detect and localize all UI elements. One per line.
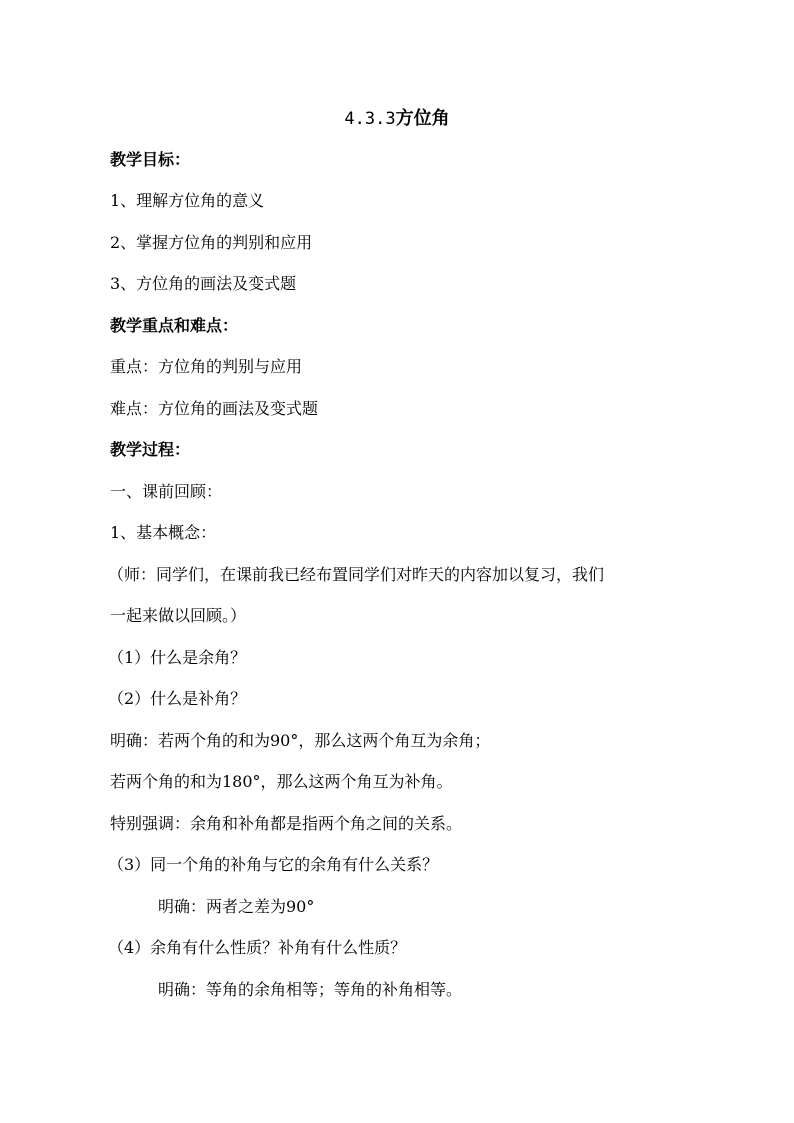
objective-item-2: 2、掌握方位角的判别和应用 bbox=[110, 233, 313, 252]
section-review: 一、课前回顾： bbox=[110, 482, 223, 501]
heading-key-difficult-points: 教学重点和难点： bbox=[110, 316, 239, 335]
question-3: （3）同一个角的补角与它的余角有什么关系？ bbox=[108, 855, 439, 874]
title-text: 方位角 bbox=[395, 108, 450, 129]
subsection-basic-concepts: 1、基本概念： bbox=[110, 523, 217, 542]
question-4: （4）余角有什么性质？补角有什么性质？ bbox=[108, 938, 407, 957]
title-number: 4.3.3 bbox=[344, 109, 396, 129]
question-1: （1）什么是余角？ bbox=[108, 648, 247, 667]
answer-3: 明确：两者之差为90° bbox=[158, 897, 315, 916]
heading-teaching-objectives: 教学目标： bbox=[110, 150, 191, 169]
heading-teaching-process: 教学过程： bbox=[110, 440, 191, 459]
key-point: 重点：方位角的判别与应用 bbox=[110, 357, 303, 376]
difficult-point: 难点：方位角的画法及变式题 bbox=[110, 399, 319, 418]
teacher-note-line-2: 一起来做以回顾。） bbox=[110, 606, 247, 625]
answer-complementary: 明确：若两个角的和为90°，那么这两个角互为余角； bbox=[110, 731, 491, 750]
objective-item-3: 3、方位角的画法及变式题 bbox=[110, 274, 297, 293]
objective-item-1: 1、理解方位角的意义 bbox=[110, 191, 265, 210]
special-emphasis: 特别强调：余角和补角都是指两个角之间的关系。 bbox=[110, 814, 463, 833]
question-2: （2）什么是补角？ bbox=[108, 689, 247, 708]
teacher-note-line-1: （师：同学们，在课前我已经布置同学们对昨天的内容加以复习，我们 bbox=[108, 565, 605, 584]
document-title bbox=[0, 108, 794, 130]
answer-supplementary: 若两个角的和为180°，那么这两个角互为补角。 bbox=[110, 772, 453, 791]
answer-4: 明确：等角的余角相等；等角的补角相等。 bbox=[158, 980, 463, 999]
